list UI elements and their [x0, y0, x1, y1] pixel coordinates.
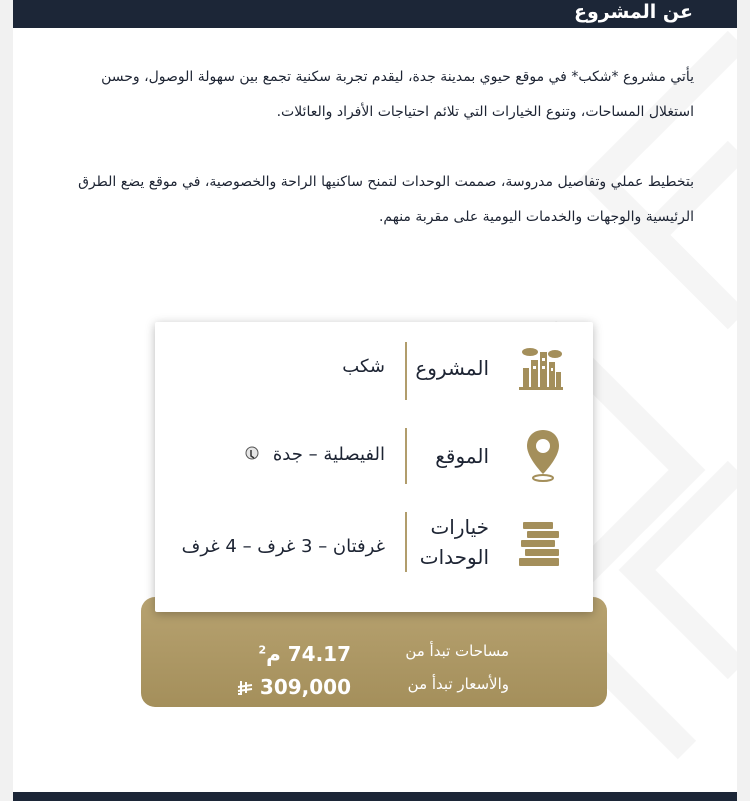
units-label-line2: الوحدات — [419, 545, 489, 569]
price-value — [237, 675, 351, 699]
project-label: المشروع — [415, 356, 489, 380]
area-label: مساحات تبدأ من — [405, 642, 509, 660]
about-paragraph-2: بتخطيط عملي وتفاصيل مدروسة، صممت الوحدات لتمنح ساكنيها الراحة والخصوصية، في موقع يضع الطرق الرئيسية والوجهات والخدمات اليومية على مقربة منهم. — [78, 174, 694, 225]
units-value: غرفتان – 3 غرف – 4 غرف — [181, 536, 385, 557]
project-value: شكب — [342, 356, 385, 377]
location-value — [245, 444, 385, 465]
units-row — [155, 510, 593, 580]
project-row — [155, 342, 593, 402]
about-project-card — [13, 0, 737, 801]
map-pin-icon — [523, 428, 563, 484]
row-divider — [405, 512, 407, 572]
riyal-symbol-icon — [237, 680, 253, 696]
buildings-icon — [519, 342, 563, 390]
section-title: عن المشروع — [573, 1, 693, 23]
area-number: 74.17 م — [266, 642, 351, 666]
location-text: الفيصلية – جدة — [272, 444, 385, 465]
row-divider — [405, 428, 407, 484]
units-label — [409, 512, 489, 572]
price-number: 309,000 — [259, 675, 351, 699]
price-label: والأسعار تبدأ من — [407, 675, 509, 693]
pricing-bar — [141, 597, 607, 707]
area-value — [258, 642, 351, 666]
footer-bar — [13, 792, 737, 801]
row-divider — [405, 342, 407, 400]
stacked-blocks-icon — [519, 520, 563, 568]
location-label: الموقع — [435, 444, 489, 468]
project-info-card — [155, 322, 593, 612]
units-label-line1: خيارات — [430, 515, 489, 539]
location-row — [155, 426, 593, 486]
pointer-hand-icon — [245, 446, 261, 462]
area-unit-sup: 2 — [258, 643, 267, 657]
about-paragraph-1: يأتي مشروع *شكب* في موقع حيوي بمدينة جدة، ليقدم تجربة سكنية تجمع بين سهولة الوصول، وحسن استغلال المساحات، وتنوع الخيارات التي تلائم احتياجات الأفراد والعائلات. — [101, 69, 694, 120]
